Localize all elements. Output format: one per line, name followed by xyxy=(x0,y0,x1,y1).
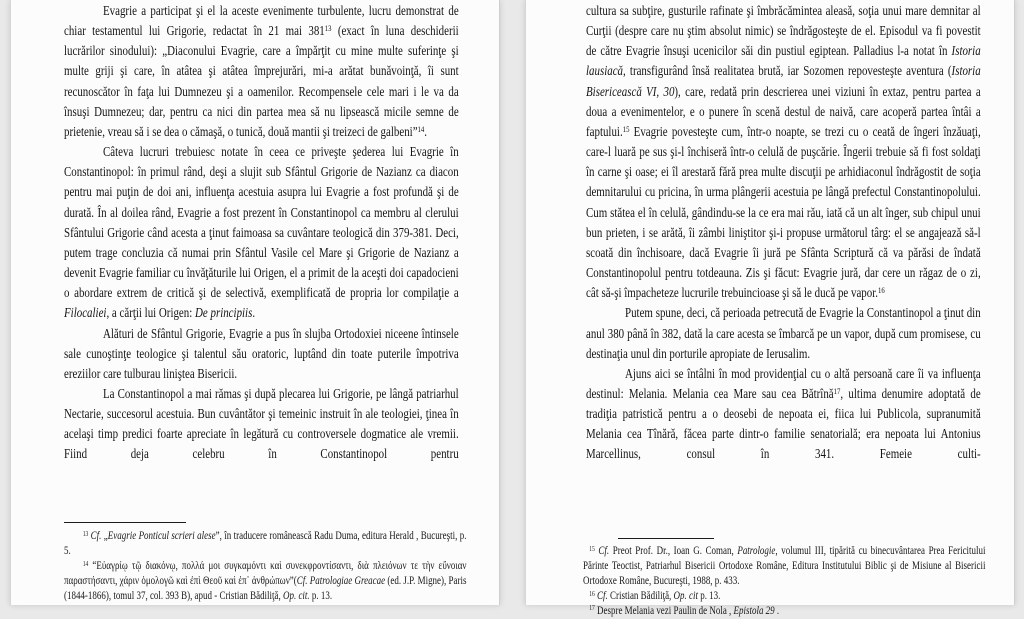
text-run: Evagrie povesteşte cum, într-o noapte, se trezi cu o ceată de îngeri înzăuaţi, care-l luară pe sus şi-l închiseră într-o celulă de puşcărie. Îngerii trebuie să fi fost soldaţi în carne şi oase; ei îl arestară fără prea multe discuţii pe arhidiaconul îndrăgostit de soţia demnitarului cu pricina, în urma plângerii acestuia pe lângă prefectul Constantinopolului. Cum stătea el în celulă, gândindu-se la ce era mai rău, iată că un alt înger, sub chipul unui bun prieten, i se arătă, îi zâmbi liniştitor şi-i propuse următorul târg: el se angajează să-l scoată din închisoare, dacă Evagrie îi jură pe Sfânta Scriptură că va părăsi de îndată Constantinopolul pentru totdeauna. Zis şi făcut: Evagrie jură, dar cere un răgaz de o zi, cât să-şi împacheteze lucrurile trebuincioase şi să le ducă pe vapor. xyxy=(586,124,981,302)
footnote-reference: 15 xyxy=(589,544,595,553)
text-run: Patrologie xyxy=(737,545,776,557)
paragraph xyxy=(586,365,981,466)
text-run: ), care, redată prin descrierea unei viziuni în extaz, pentru partea a doua a evenimentelor, e o punere în scenă destul de naivă, care acoperă partea întâi a faptului. xyxy=(586,84,981,140)
text-run: . xyxy=(774,604,780,617)
footnote xyxy=(64,559,466,604)
paragraph xyxy=(64,325,459,385)
left-footnotes-column xyxy=(64,529,466,604)
text-run: Cf. xyxy=(296,574,308,587)
text-run: “Εὐαγρίῳ τῷ διακόνῳ, πολλά μοι συγκαμόντι καὶ συνεκφροντίσαντι, διὰ πλειόνων τε τὴν εὔνοιαν παραστήσαντι, χάριν ὁμολογῶ καὶ ἐπὶ Θεοῦ καὶ ἐπ᾽ ἀνθρώπων”( xyxy=(64,559,467,587)
text-run: Istoria Bisericească VI, 30 xyxy=(586,64,981,100)
text-run: Cf. xyxy=(597,589,608,602)
text-run: Cristian Bădiliţă, xyxy=(607,589,674,602)
text-run: , a cărţii lui Origen: xyxy=(106,306,196,322)
text-run: Putem spune, deci, că perioada petrecută de Evagrie la Constantinopol a ţinut din anul 380 până în 382, dată la care acesta se îmbarcă pe un vapor, după cum promisese, cu destinaţia unul din porturile apropiate de Ierusalim. xyxy=(586,306,981,362)
footnote-reference: 16 xyxy=(877,285,885,296)
text-run: Epistola 29 xyxy=(733,604,775,617)
footnote xyxy=(64,529,466,559)
text-run: Istoria lausiacă xyxy=(586,44,981,80)
text-run: Patrologiae Greacae xyxy=(309,574,386,587)
right-page xyxy=(525,0,1015,617)
footnote xyxy=(583,589,985,604)
right-body-text-column xyxy=(586,2,981,466)
left-page xyxy=(10,0,500,605)
paragraph xyxy=(586,304,981,364)
text-run: cultura sa subţire, gusturile rafinate şi îmbrăcămintea aleasă, soţia unui mare demnitar al Curţii (despre care nu ştim absolut nimic) se îndrăgosteşte de el. Episodul va fi povestit de către Evagrie însuşi ucenicilor săi din pustiul egiptean. Palladius l-a notat în xyxy=(586,4,981,60)
text-run: Evagrie a participat şi el la aceste evenimente turbulente, lucru demonstrat de chiar testamentul lui Grigorie, redactat în 21 mai 381 xyxy=(64,4,459,40)
text-run: Despre Melania vezi Paulin de Nola , xyxy=(594,604,734,617)
footnote-reference: 13 xyxy=(82,529,89,538)
paragraph xyxy=(64,2,459,143)
left-body-text-column xyxy=(64,2,459,466)
text-run: (exact în luna deschiderii lucrărilor sinodului): „Diaconului Evagrie, care a împărţit cu mine multe suferinţe şi multe griji şi care, în atâtea şi atâtea împrejurări, mi-a arătat bunăvoinţă, îi sunt recunoscător în faţa lui Dumnezeu şi a oamenilor. Recompensele cele mari i le va da însuşi Dumnezeu; dar, pentru ca nici din partea mea să nu lipsească micile semne de prietenie, vreau să i se dea o cămaşă, o tunică, două mantii şi treizeci de galbeni” xyxy=(64,24,459,140)
text-run: p. 13. xyxy=(309,589,333,602)
footnote-separator xyxy=(64,522,186,523)
right-footnotes-column xyxy=(583,544,985,619)
text-run: Cf. xyxy=(598,545,610,557)
text-run: De principiis xyxy=(195,306,253,322)
text-run: p. 13. xyxy=(697,589,721,602)
text-run: Alături de Sfântul Grigorie, Evagrie a pus în slujba Ortodoxiei niceene întinsele sale cunoştinţe teologice şi talentul său oratoric, luptând din toate puterile împotriva ereziilor care tulburau liniştea Bisericii. xyxy=(64,326,459,382)
footnote-reference: 17 xyxy=(589,604,595,613)
text-run: , ultima denumire adoptată de tradiţia patristică pentru a o deosebi de nepoata ei, fiica lui Publicola, supranumită Melania cea Tînără, făcea parte dintr-o familie senatorială; era nepoata lui Antonius Marcellinus, consul în 341. Femeie culti- xyxy=(586,386,981,463)
text-run: Op. cit. xyxy=(282,589,310,602)
text-run: (ed. J.P. Migne), Paris (1844-1866), tomul 37, col. 393 B), apud - Cristian Bădiliţă, xyxy=(64,574,467,602)
footnote-reference: 14 xyxy=(82,559,89,568)
text-run: Câteva lucruri trebuiesc notate în ceea ce priveşte şederea lui Evagrie în Constantinopol: în primul rând, deşi a slujit sub Sfântul Grigorie de Nazianz ca diacon pentru mai puţin de doi ani, influenţa acestuia asupra lui Evagrie a fost profundă şi de durată. În al doilea rând, Evagrie a fost prezent în Constantinopol ca membru al clerului Sfântului Grigorie când acesta a ţinut faimoasa sa cuvântare teologică din 379-381. Deci, putem trage concluzia că numai prin Sfântul Vasile cel Mare şi Grigorie de Nazianz a devenit Evagrie familiar cu învăţăturile lui Origen, el a primit de la aceşti doi capadocieni o abordare extrem de critică şi de selectivă, exemplificată de propria lor compilaţie a xyxy=(64,145,459,302)
paragraph xyxy=(586,2,981,304)
footnote-reference: 16 xyxy=(589,589,595,598)
footnote-reference: 17 xyxy=(833,386,841,397)
text-run: . xyxy=(424,124,428,140)
text-run: . xyxy=(252,306,256,322)
text-run: La Constantinopol a mai rămas şi după plecarea lui Grigorie, pe lângă patriarhul Nectarie, succesorul acestuia. Bun cuvântător şi temeinic instruit în ale teologiei, ţinea în acelaşi timp predici foarte apreciate în legătură cu controversele dogmatice ale vremii. Fiind deja celebru în Constantinopol pentru xyxy=(64,386,459,463)
text-run: Cf. xyxy=(90,530,102,542)
text-run: , transfigurând însă realitatea brută, iar Sozomen repovesteşte aventura ( xyxy=(623,64,952,80)
text-run: ”, în traducere românească Radu Duma, editura Herald , Bucureşti, p. 5. xyxy=(64,530,467,557)
text-run: „ xyxy=(101,530,108,542)
footnote xyxy=(583,604,985,619)
text-run: Evagrie Ponticul scrieri alese xyxy=(107,530,216,542)
paragraph xyxy=(64,143,459,324)
footnote-separator xyxy=(618,538,714,539)
footnote-reference: 14 xyxy=(417,124,425,135)
footnote xyxy=(583,544,985,589)
text-run: , volumul III, tipărită cu binecuvântarea Prea Fericitului Părinte Teoctist, Patriarhul Bisericii Ortodoxe Române, Editura Institutului Biblic şi de Misiune al Bisericii Ortodoxe Române, Bucureşti, 1988, p. 433. xyxy=(583,545,986,587)
paragraph xyxy=(64,385,459,466)
text-run: Ajuns aici se întâlni în mod providenţial cu o altă persoană care îi va influenţa destinul: Melania. Melania cea Mare sau cea Bătrînă xyxy=(586,366,981,402)
footnote-reference: 13 xyxy=(324,23,332,34)
text-run: Preot Prof. Dr., Ioan G. Coman, xyxy=(609,545,738,557)
text-run: Op. cit xyxy=(673,589,698,602)
footnote-reference: 15 xyxy=(622,124,630,135)
text-run: Filocaliei xyxy=(64,306,107,322)
